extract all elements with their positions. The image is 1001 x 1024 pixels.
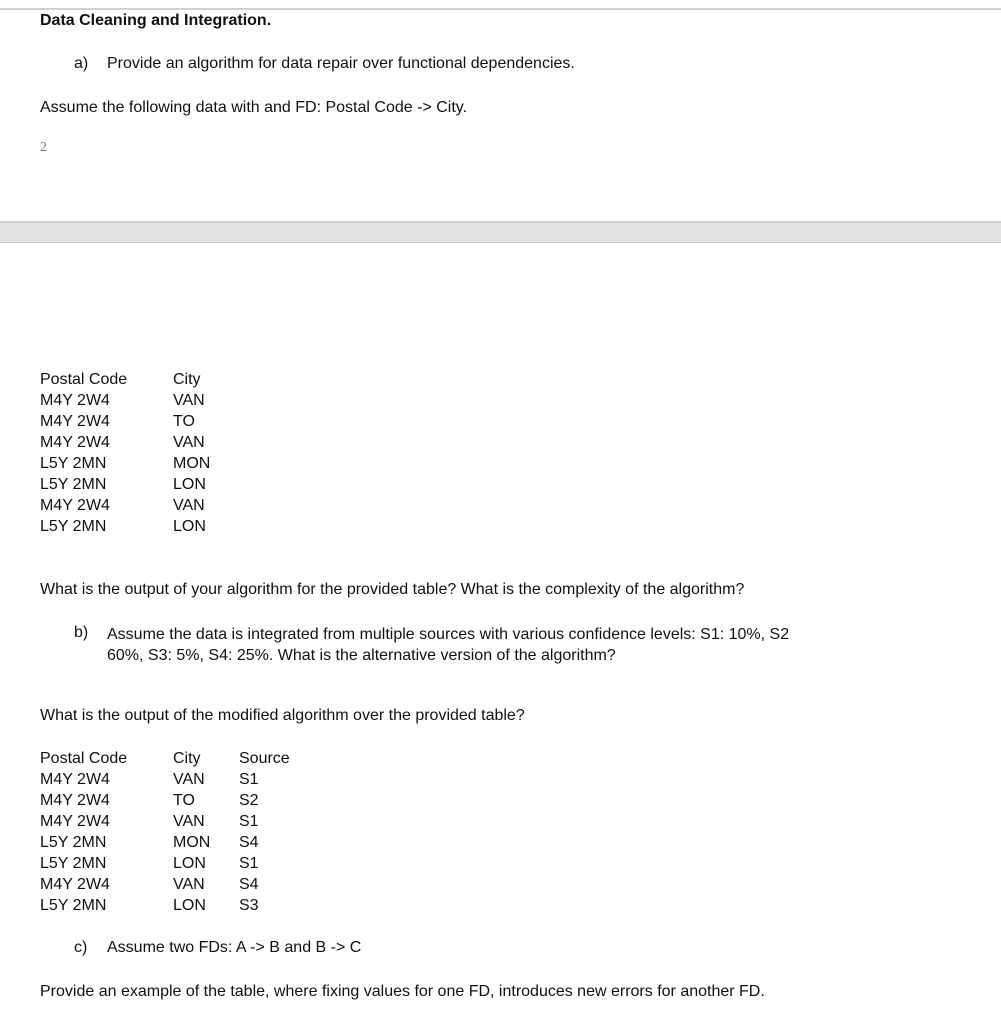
table2-cell: S4 <box>239 876 259 893</box>
assume-text: Assume the following data with and FD: Postal Code -> City. <box>40 99 468 116</box>
table2-cell: M4Y 2W4 <box>40 771 110 788</box>
table2-cell: L5Y 2MN <box>40 897 107 914</box>
table2-cell: L5Y 2MN <box>40 855 107 872</box>
part-a-text: Provide an algorithm for data repair over functional dependencies. <box>107 55 575 72</box>
table2-postal-column <box>40 748 127 916</box>
table2-cell: MON <box>173 834 211 851</box>
part-c-text: Assume two FDs: A -> B and B -> C <box>107 939 362 956</box>
table2-cell: S3 <box>239 897 259 914</box>
table2-cell: M4Y 2W4 <box>40 813 110 830</box>
table1-cell: M4Y 2W4 <box>40 392 110 409</box>
table2-cell: VAN <box>173 876 205 893</box>
table2-cell: VAN <box>173 771 205 788</box>
table1-cell: L5Y 2MN <box>40 455 107 472</box>
question-modified: What is the output of the modified algorithm over the provided table? <box>40 707 525 724</box>
table2-header-postal: Postal Code <box>40 750 128 767</box>
table1-cell: LON <box>173 518 206 535</box>
part-c-marker: c) <box>74 939 88 956</box>
table2-cell: M4Y 2W4 <box>40 876 110 893</box>
table1-cell: VAN <box>173 434 205 451</box>
table1-header-city: City <box>173 371 201 388</box>
part-a-marker: a) <box>74 55 89 72</box>
table2-cell: S2 <box>239 792 259 809</box>
table1-header-postal: Postal Code <box>40 371 128 388</box>
table2-cell: M4Y 2W4 <box>40 792 110 809</box>
final-instruction: Provide an example of the table, where fixing values for one FD, introduces new errors for another FD. <box>40 983 765 1000</box>
table1-postal-column <box>40 369 127 537</box>
top-divider <box>0 8 1001 10</box>
table2-city-column <box>173 748 210 916</box>
table1-cell: LON <box>173 476 206 493</box>
table1-cell: L5Y 2MN <box>40 476 107 493</box>
table2-cell: S1 <box>239 813 259 830</box>
part-b-line2: 60%, S3: 5%, S4: 25%. What is the alternative version of the algorithm? <box>107 647 616 664</box>
table2-header-source: Source <box>239 750 290 767</box>
table1-cell: M4Y 2W4 <box>40 413 110 430</box>
part-b-text <box>107 624 907 666</box>
table1-cell: TO <box>173 413 195 430</box>
table2-cell: VAN <box>173 813 205 830</box>
question-output: What is the output of your algorithm for the provided table? What is the complexity of the algorithm? <box>40 581 745 598</box>
table2-cell: S1 <box>239 855 259 872</box>
part-b-marker: b) <box>74 624 89 641</box>
table2-cell: S1 <box>239 771 259 788</box>
section-title: Data Cleaning and Integration. <box>40 12 272 29</box>
table2-header-city: City <box>173 750 201 767</box>
table2-cell: TO <box>173 792 195 809</box>
table1-cell: M4Y 2W4 <box>40 434 110 451</box>
table1-cell: VAN <box>173 497 205 514</box>
table2-cell: S4 <box>239 834 259 851</box>
page-number: 2 <box>40 140 47 155</box>
table2-cell: LON <box>173 855 206 872</box>
table1-cell: M4Y 2W4 <box>40 497 110 514</box>
part-b-line1: Assume the data is integrated from multiple sources with various confidence levels: S1: 10%, S2 <box>107 626 790 643</box>
table1-cell: MON <box>173 455 211 472</box>
table2-cell: L5Y 2MN <box>40 834 107 851</box>
table2-source-column <box>239 748 290 916</box>
table2-cell: LON <box>173 897 206 914</box>
table1-cell: VAN <box>173 392 205 409</box>
table1-city-column <box>173 369 210 537</box>
table1-cell: L5Y 2MN <box>40 518 107 535</box>
page-break-bar <box>0 221 1001 243</box>
